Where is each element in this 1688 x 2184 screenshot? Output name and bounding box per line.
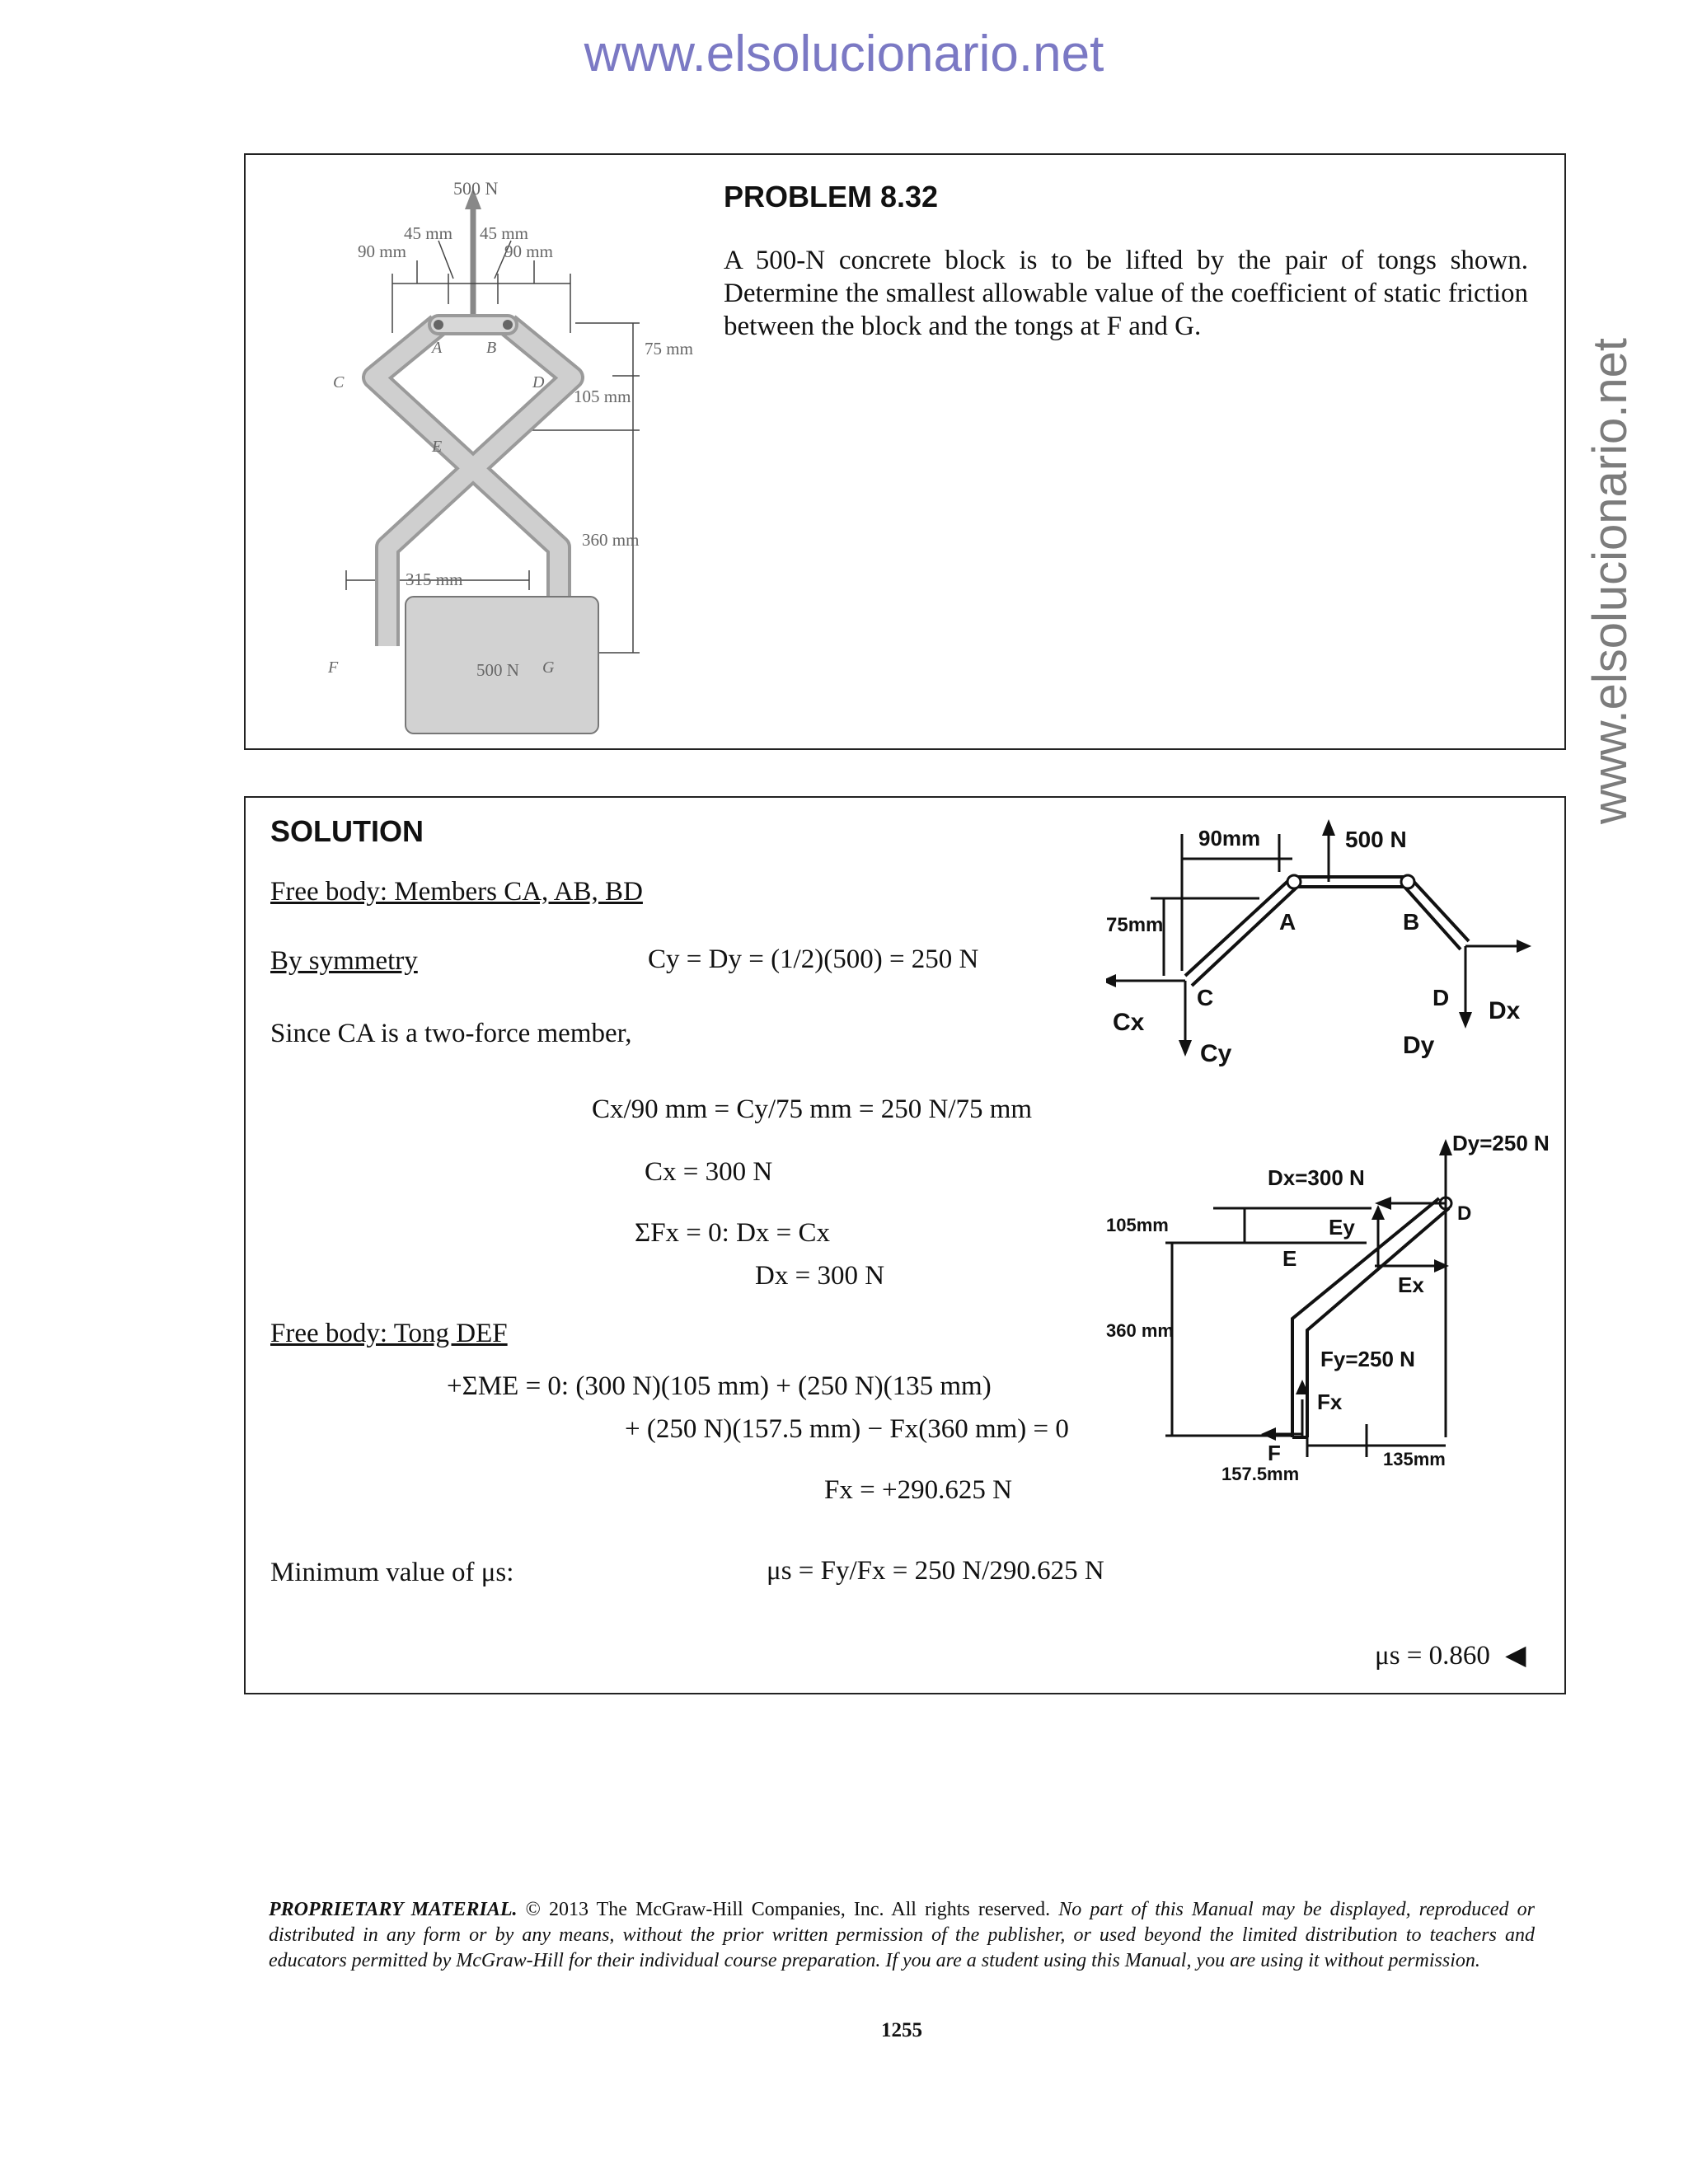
dx-result: Dx = 300 N — [755, 1261, 885, 1291]
fig-label-g: G — [542, 658, 555, 677]
symmetry-label: By symmetry — [270, 946, 418, 976]
two-force-text: Since CA is a two-force member, — [270, 1019, 632, 1048]
s2-e: E — [1282, 1246, 1297, 1271]
s1-dy: Dy — [1403, 1032, 1435, 1059]
s2-fx: Fx — [1317, 1390, 1343, 1414]
fig-dim-45-left: 45 mm — [404, 223, 452, 243]
watermark-side: www.elsolucionario.net — [1583, 338, 1637, 824]
footer-lead: PROPRIETARY MATERIAL. — [269, 1899, 518, 1920]
fig-label-f: F — [328, 658, 339, 677]
s1-c: C — [1197, 985, 1214, 1010]
tongs-figure — [279, 168, 707, 745]
fig-dim-90-left: 90 mm — [358, 241, 406, 261]
s1-cx: Cx — [1113, 1009, 1145, 1036]
s2-dy: Dy=250 N — [1452, 1131, 1550, 1155]
fig-label-d: D — [532, 373, 545, 391]
s1-f500: 500 N — [1345, 827, 1407, 852]
fig-dim-105: 105 mm — [574, 387, 631, 406]
fig-dim-90-right: 90 mm — [504, 241, 553, 261]
fig-block-weight: 500 N — [476, 660, 519, 680]
s1-d: D — [1432, 985, 1450, 1010]
fig-dim-360: 360 mm — [582, 530, 640, 550]
free-body-sketch-1 — [1106, 814, 1568, 1086]
s2-d360: 360 mm — [1106, 1320, 1174, 1341]
free-body-tong: Free body: Tong DEF — [270, 1319, 508, 1348]
s1-b: B — [1403, 909, 1420, 935]
cx-result: Cx = 300 N — [645, 1157, 773, 1187]
footer-copyright: © 2013 The McGraw-Hill Companies, Inc. All rights reserved. — [517, 1899, 1059, 1920]
ratio-eq: Cx/90 mm = Cy/75 mm = 250 N/75 mm — [592, 1094, 1033, 1124]
fig-dim-315: 315 mm — [406, 569, 463, 589]
s1-d90: 90mm — [1198, 826, 1261, 851]
fig-label-b: B — [486, 339, 497, 357]
min-mu-label: Minimum value of μs: — [270, 1558, 514, 1587]
moment-line-1: +ΣME = 0: (300 N)(105 mm) + (250 N)(135 mm) — [447, 1371, 992, 1401]
s1-a: A — [1279, 909, 1296, 935]
s1-dx: Dx — [1489, 997, 1521, 1024]
symmetry-eq: Cy = Dy = (1/2)(500) = 250 N — [648, 944, 979, 974]
footer-terms: No part of this Manual may be displayed, reproduced or distributed in any form or by any means, without the prior written permission of the publisher, or used beyond the limited distribution to teachers and educators permitted by McGraw-Hill for their individual course preparation. If you are a student using this Manual, you are using it without permission. — [269, 1899, 1535, 1971]
mu-eq: μs = Fy/Fx = 250 N/290.625 N — [767, 1556, 1104, 1586]
fig-label-e: E — [432, 438, 443, 456]
sum-fx-eq: ΣFx = 0: Dx = Cx — [635, 1218, 831, 1248]
solution-title: SOLUTION — [270, 814, 424, 848]
watermark-top[interactable]: www.elsolucionario.net — [584, 26, 1104, 82]
s2-ex: Ex — [1398, 1272, 1424, 1297]
fig-dim-45-right: 45 mm — [480, 223, 528, 243]
problem-title: PROBLEM 8.32 — [724, 180, 939, 213]
s2-ey: Ey — [1329, 1215, 1355, 1240]
page-number: 1255 — [881, 2019, 922, 2041]
problem-text: A 500-N concrete block is to be lifted by the pair of tongs shown. Determine the smallest allowable value of the coefficient of static friction between the block and the tongs at F and G. — [724, 246, 1528, 341]
fig-label-c: C — [333, 373, 345, 391]
answer-value: μs = 0.860 — [1375, 1641, 1490, 1671]
answer-marker-icon: ◀ — [1505, 1641, 1526, 1671]
moment-line-2: + (250 N)(157.5 mm) − Fx(360 mm) = 0 — [625, 1414, 1069, 1444]
fig-label-a: A — [432, 339, 443, 357]
footer-notice — [269, 1897, 1535, 1974]
s2-d157: 157.5mm — [1221, 1464, 1300, 1482]
answer — [1375, 1638, 1526, 1671]
s2-d: D — [1457, 1202, 1472, 1225]
s2-d105: 105mm — [1106, 1215, 1169, 1235]
fig-force-top: 500 N — [453, 178, 499, 199]
fig-dim-75: 75 mm — [645, 339, 693, 359]
s1-cy: Cy — [1200, 1040, 1232, 1067]
s2-d135: 135mm — [1383, 1449, 1446, 1469]
problem-box — [244, 153, 1566, 750]
s2-dx: Dx=300 N — [1268, 1165, 1365, 1190]
s2-f: F — [1268, 1441, 1281, 1465]
fx-result: Fx = +290.625 N — [824, 1475, 1012, 1505]
solution-box — [244, 796, 1566, 1694]
s2-fy: Fy=250 N — [1320, 1347, 1415, 1371]
s1-d75: 75mm — [1106, 914, 1164, 936]
free-body-members: Free body: Members CA, AB, BD — [270, 877, 643, 907]
free-body-sketch-2 — [1106, 1127, 1568, 1482]
